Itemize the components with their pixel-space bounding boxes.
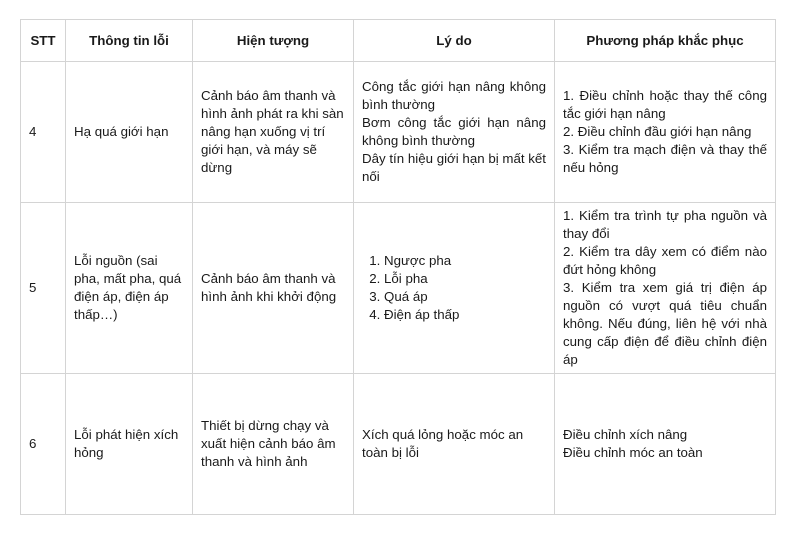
fix-line: 1. Kiểm tra trình tự pha nguồn và thay đổi	[563, 208, 767, 241]
row-info: Hạ quá giới hạn	[66, 62, 193, 203]
reason-item: 1. Ngược pha	[384, 252, 546, 270]
reason-line: Công tắc giới hạn nâng không bình thường	[362, 79, 546, 112]
row-info: Lỗi phát hiện xích hỏng	[66, 374, 193, 515]
row-symptom: Cảnh báo âm thanh và hình ảnh phát ra khi sàn nâng hạn xuống vị trí giới hạn, và máy sẽ dừng	[193, 62, 354, 203]
fix-line: Điều chỉnh xích nâng	[563, 427, 688, 442]
table-row	[21, 203, 776, 374]
fix-line: 3. Kiểm tra xem giá trị điện áp nguồn có vượt quá tiêu chuẩn không. Nếu đúng, liên hệ với nhà cung cấp điện để điều chỉnh điện áp	[563, 280, 767, 367]
fault-table	[20, 19, 776, 515]
fix-line: Điều chỉnh móc an toàn	[563, 445, 703, 460]
row-fixes	[555, 62, 776, 203]
fix-line: 2. Điều chỉnh đầu giới hạn nâng	[563, 124, 752, 139]
row-reasons	[354, 203, 555, 374]
fix-line: 1. Điều chỉnh hoặc thay thế công tắc giới hạn nâng	[563, 88, 767, 121]
reason-item: 4. Điện áp thấp	[384, 306, 546, 324]
header-fix: Phương pháp khắc phục	[555, 20, 776, 62]
row-fixes	[555, 203, 776, 374]
header-symptom: Hiện tượng	[193, 20, 354, 62]
header-stt: STT	[21, 20, 66, 62]
row-reasons	[354, 374, 555, 515]
row-reasons	[354, 62, 555, 203]
header-reason: Lý do	[354, 20, 555, 62]
row-stt: 4	[21, 62, 66, 203]
row-info: Lỗi nguồn (sai pha, mất pha, quá điện áp, điện áp thấp…)	[66, 203, 193, 374]
header-info: Thông tin lỗi	[66, 20, 193, 62]
reason-line: Dây tín hiệu giới hạn bị mất kết nối	[362, 151, 546, 184]
reason-line: Xích quá lỏng hoặc móc an toàn bị lỗi	[362, 427, 524, 460]
fix-line: 2. Kiểm tra dây xem có điểm nào đứt hỏng không	[563, 244, 767, 277]
row-stt: 6	[21, 374, 66, 515]
fix-line: 3. Kiểm tra mạch điện và thay thế nếu hỏng	[563, 142, 767, 175]
table-row	[21, 62, 776, 203]
row-stt: 5	[21, 203, 66, 374]
reason-line: Bơm công tắc giới hạn nâng không bình thường	[362, 115, 546, 148]
reason-item: 2. Lỗi pha	[384, 270, 546, 288]
reason-list	[362, 252, 546, 324]
row-fixes	[555, 374, 776, 515]
table-row	[21, 374, 776, 515]
row-symptom: Thiết bị dừng chạy và xuất hiện cảnh báo âm thanh và hình ảnh	[193, 374, 354, 515]
reason-item: 3. Quá áp	[384, 288, 546, 306]
header-row	[21, 20, 776, 62]
row-symptom: Cảnh báo âm thanh và hình ảnh khi khởi động	[193, 203, 354, 374]
